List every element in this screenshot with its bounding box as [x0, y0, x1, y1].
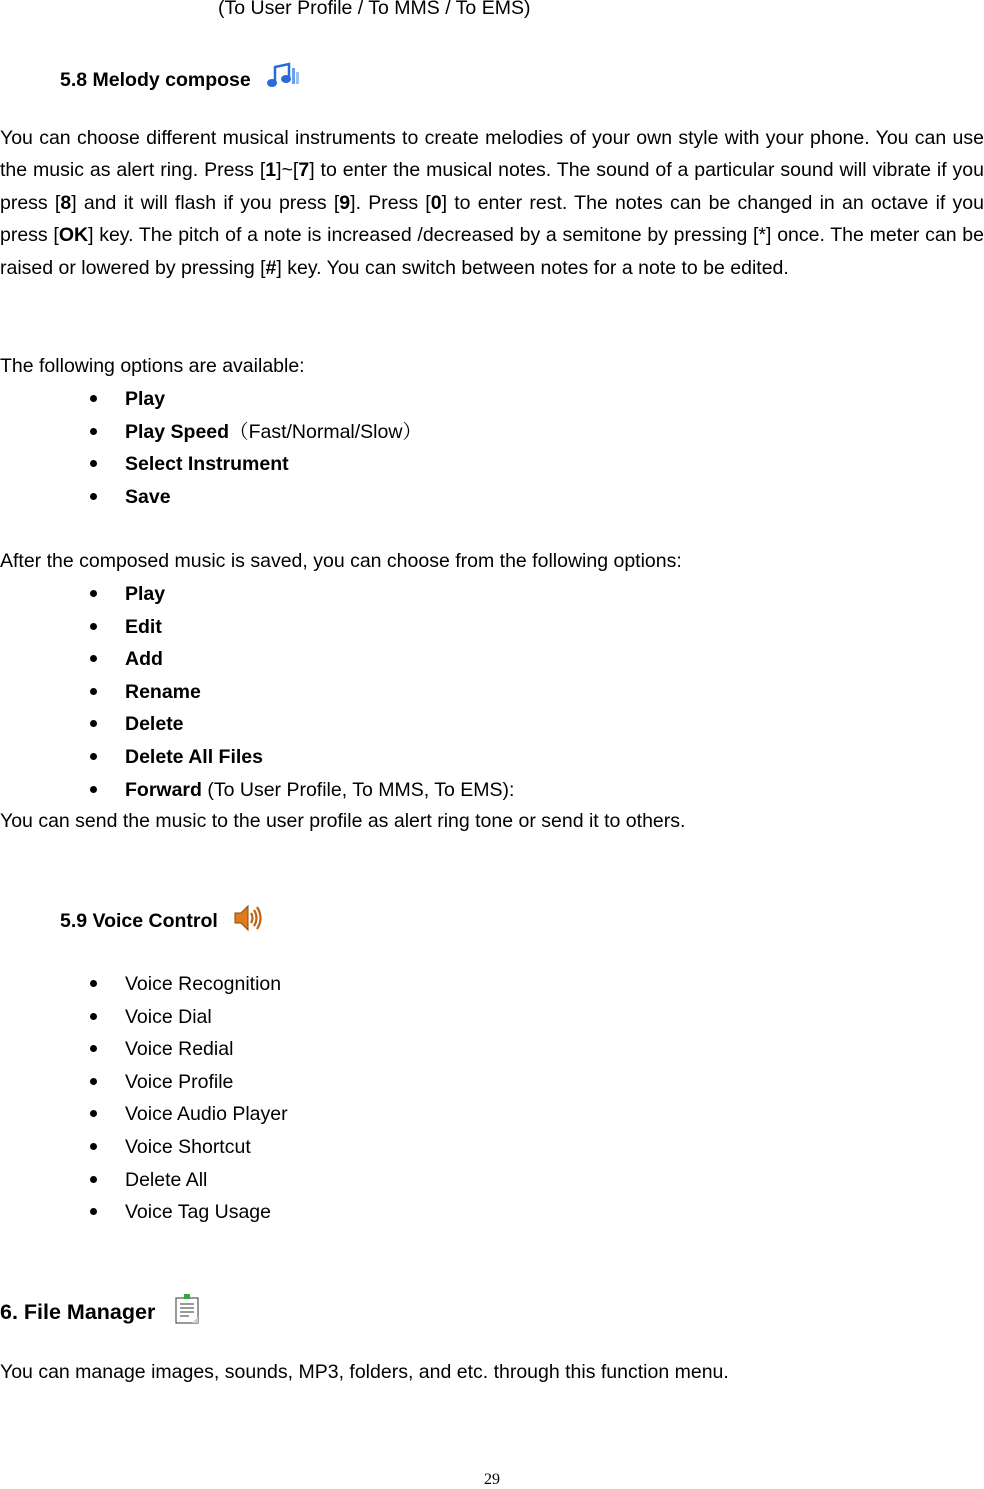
list-item: Voice Profile: [0, 1068, 288, 1101]
melody-compose-title: 5.8 Melody compose: [60, 68, 251, 91]
file-manager-description: You can manage images, sounds, MP3, folders, and etc. through this function menu.: [0, 1361, 729, 1383]
voice-control-heading: [60, 902, 264, 940]
melody-compose-heading: [60, 62, 299, 98]
list-item: Save: [0, 483, 422, 516]
list-item: Delete All: [0, 1166, 288, 1199]
list-item: Voice Tag Usage: [0, 1198, 288, 1231]
send-note: You can send the music to the user profile as alert ring tone or send it to others.: [0, 810, 686, 832]
saved-options-list: [0, 580, 514, 808]
list-item: Play Speed（Fast/Normal/Slow）: [0, 418, 422, 451]
melody-options-list: [0, 385, 422, 515]
list-item: Delete: [0, 710, 514, 743]
voice-control-list: [0, 970, 288, 1231]
list-item: Voice Recognition: [0, 970, 288, 1003]
file-list-icon: [173, 1293, 201, 1331]
file-manager-heading: [0, 1293, 201, 1331]
file-manager-title: 6. File Manager: [0, 1299, 156, 1324]
voice-control-title: 5.9 Voice Control: [60, 909, 218, 932]
options-intro: The following options are available:: [0, 355, 305, 377]
list-item: Forward (To User Profile, To MMS, To EMS):: [0, 776, 514, 809]
music-note-icon: [265, 62, 299, 98]
melody-compose-description: You can choose different musical instruments to create melodies of your own style with your phone. You can use the music as alert ring. Press [1]~[7] to enter the musical notes. The sound of a particular sound will vibrate if you press [8] and it will flash if you press [9]. Press [0] to enter rest. The notes can be changed in an octave if you press [OK] key. The pitch of a note is increased /decreased by a semitone by pressing [*] once. The meter can be raised or lowered by pressing [#] key. You can switch between notes for a note to be edited.: [0, 127, 984, 279]
list-item: Voice Audio Player: [0, 1100, 288, 1133]
list-item: Add: [0, 645, 514, 678]
list-item: Delete All Files: [0, 743, 514, 776]
list-item: Voice Redial: [0, 1035, 288, 1068]
page-number: 29: [484, 1471, 500, 1488]
speaker-icon: [232, 902, 264, 940]
list-item: Play: [0, 385, 422, 418]
saved-options-intro: After the composed music is saved, you can choose from the following options:: [0, 550, 682, 572]
forward-options-line: (To User Profile / To MMS / To EMS): [218, 0, 531, 19]
list-item: Voice Shortcut: [0, 1133, 288, 1166]
list-item: Rename: [0, 678, 514, 711]
list-item: Play: [0, 580, 514, 613]
list-item: Select Instrument: [0, 450, 422, 483]
list-item: Edit: [0, 613, 514, 646]
list-item: Voice Dial: [0, 1003, 288, 1036]
